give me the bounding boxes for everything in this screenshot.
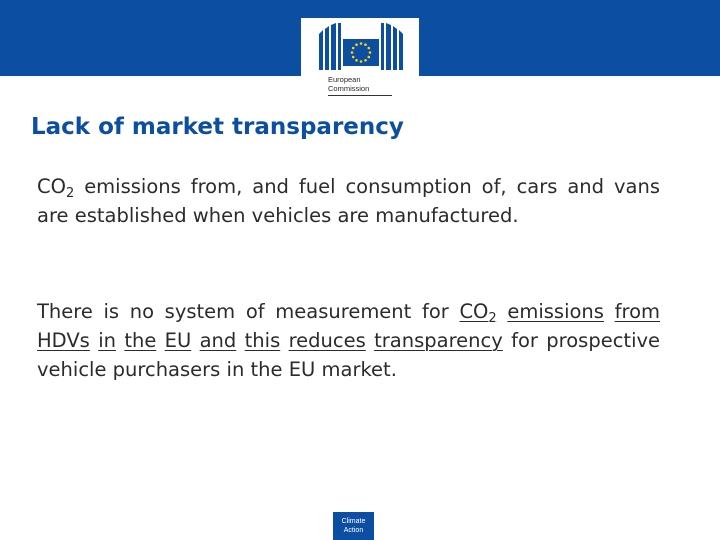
logo-rule [328,95,392,96]
commission-building-icon [305,20,417,74]
slide-title: Lack of market transparency [31,114,404,140]
paragraph-no-measurement-system [37,297,660,384]
european-commission-logo [301,18,419,100]
underlined-word: transparency [374,329,503,352]
underlined-word: in [98,329,116,352]
underlined-word: EU [164,329,192,352]
co2-text: CO [459,300,489,323]
underlined-word: emissions [507,300,604,323]
underlined-word: the [124,329,157,352]
paragraph2-lead: There is no system of measurement for [37,300,460,323]
underlined-word: from [614,300,660,323]
badge-line1: Climate [341,518,366,525]
underlined-word: and [199,329,237,352]
paragraph1-body: emissions from, and fuel consumption of, cars and vans are established when vehicles are manufactured. [37,175,660,227]
logo-wordmark [328,75,398,93]
underlined-word: this [244,329,281,352]
badge-line2: Action [343,527,364,534]
co2-text: CO [37,175,66,198]
underlined-co2 [459,300,497,326]
logo-name-line1: European [328,75,361,84]
co2-subscript: 2 [65,186,75,201]
climate-action-badge [333,512,374,540]
co2-subscript: 2 [488,311,497,326]
logo-name-line2: Commission [328,84,370,93]
underlined-word: reduces [288,329,366,352]
underlined-word: HDVs [37,329,90,352]
paragraph2-tail: for prospective vehicle purchasers in the EU market. [37,329,661,381]
paragraph-co2-established [37,172,660,230]
